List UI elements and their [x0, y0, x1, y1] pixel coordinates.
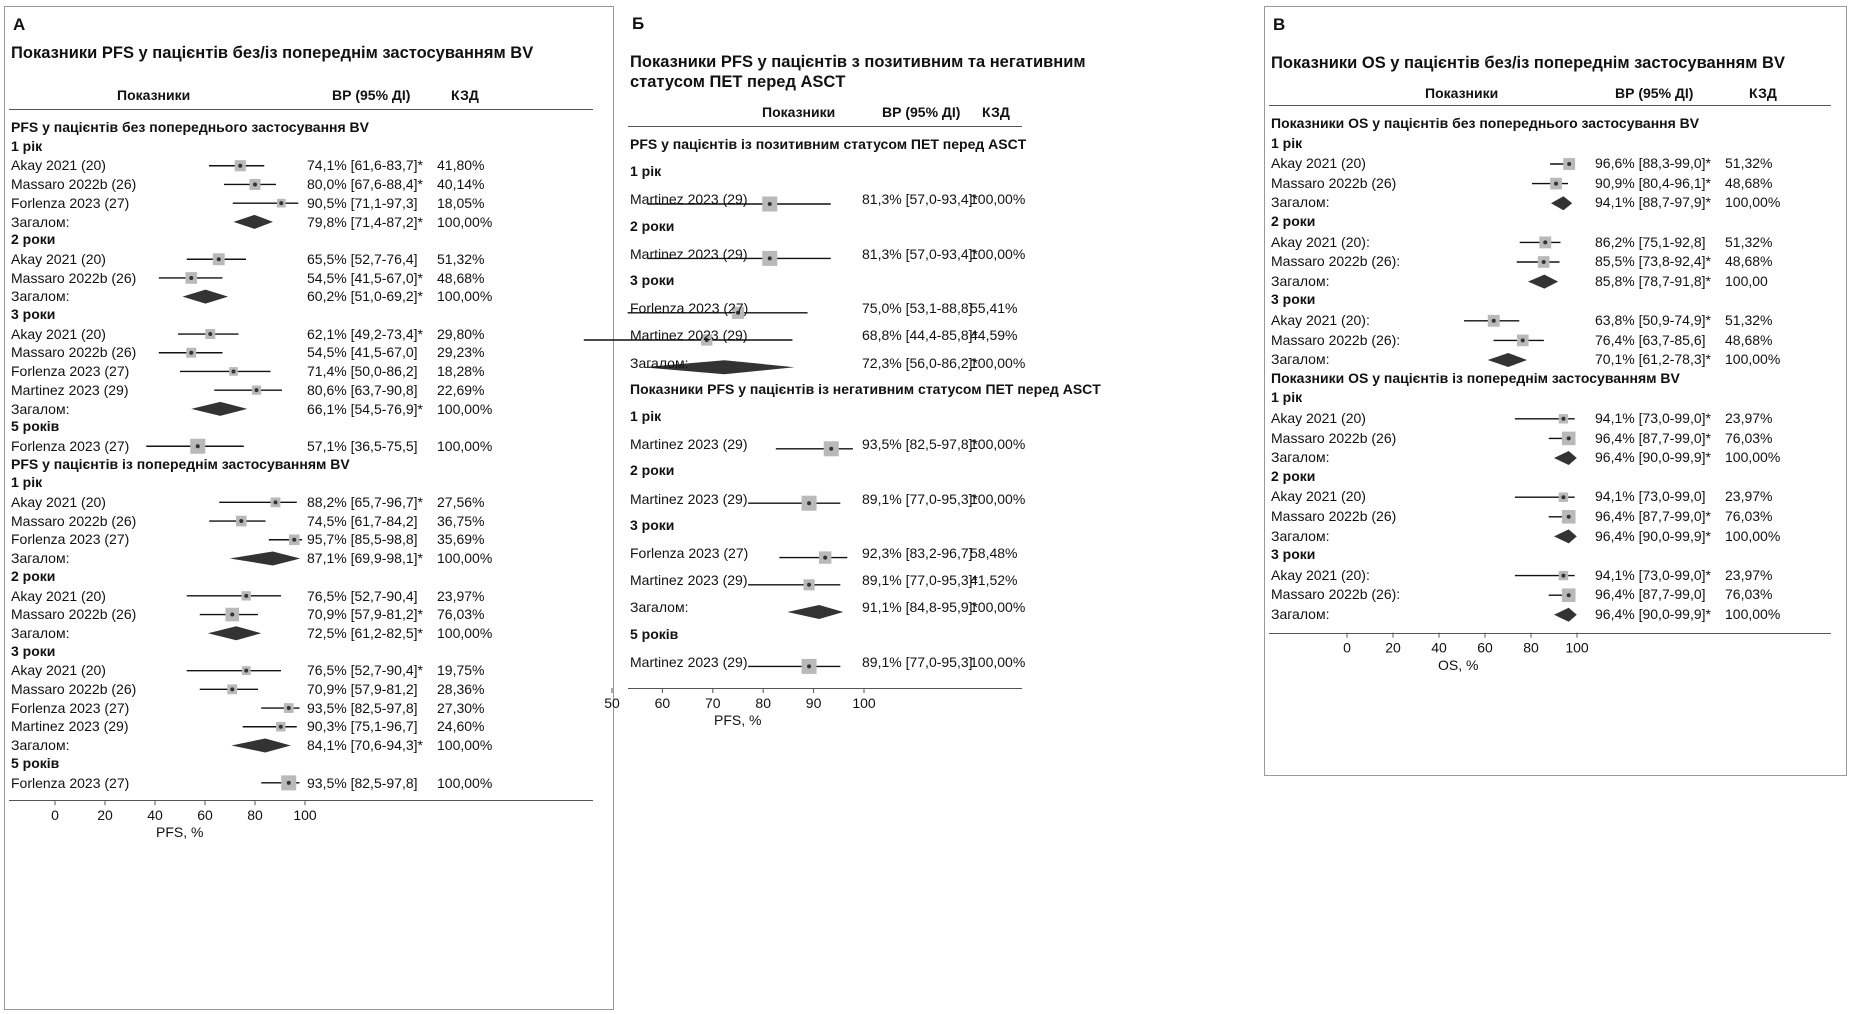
- ci-value: 72,3% [56,0-86,2]*: [862, 354, 978, 371]
- study-label: Forlenza 2023 (27): [11, 363, 130, 380]
- weight-value: 36,75%: [437, 512, 485, 529]
- column-header-label: Показники: [117, 87, 191, 103]
- timepoint-heading: 3 роки: [11, 306, 56, 322]
- study-label: Martinez 2023 (29): [630, 191, 748, 208]
- study-label: Akay 2021 (20): [1271, 155, 1366, 172]
- weight-value: 100,00%: [1725, 194, 1781, 211]
- timepoint-heading: 2 роки: [630, 462, 675, 479]
- study-label: Massaro 2022b (26): [1271, 508, 1397, 524]
- overall-label: Загалом:: [11, 400, 70, 417]
- pooled-diamond: [234, 215, 274, 229]
- point-estimate: [255, 388, 259, 392]
- weight-value: 58,48%: [970, 545, 1018, 561]
- overall-label: Загалом:: [1271, 606, 1330, 622]
- weight-value: 27,30%: [437, 699, 485, 716]
- weight-value: 76,03%: [1725, 508, 1773, 524]
- ci-value: 94,1% [73,0-99,0]*: [1595, 410, 1711, 426]
- timepoint-heading: 3 роки: [630, 516, 675, 533]
- column-header-label: Показники: [762, 104, 836, 120]
- study-label: Massaro 2022b (26): [11, 176, 137, 193]
- ci-value: 96,6% [88,3-99,0]*: [1595, 155, 1711, 172]
- study-label: Forlenza 2023 (27): [630, 545, 749, 561]
- pooled-diamond: [208, 626, 261, 640]
- axis-tick-label: 80: [247, 807, 263, 824]
- axis-rule: [1269, 633, 1831, 634]
- ci-value: 70,9% [57,9-81,2]*: [307, 606, 423, 623]
- ci-value: 74,5% [61,7-84,2]: [307, 512, 418, 529]
- study-label: Akay 2021 (20): [11, 250, 106, 267]
- point-estimate: [189, 276, 193, 280]
- section-heading: PFS у пацієнтів із попереднім застосуванням BV: [11, 455, 350, 472]
- timepoint-heading: 1 рік: [1271, 389, 1303, 406]
- section-heading: Показники PFS у пацієнтів із негативним статусом ПЕТ перед ASCT: [630, 380, 1101, 397]
- point-estimate: [230, 687, 234, 691]
- weight-value: 48,68%: [1725, 331, 1773, 348]
- ci-value: 96,4% [90,0-99,9]*: [1595, 527, 1711, 544]
- weight-value: 100,00%: [970, 599, 1026, 616]
- column-header-label: Показники: [1425, 85, 1499, 101]
- point-estimate: [287, 706, 291, 710]
- point-estimate: [189, 351, 193, 355]
- weight-value: 29,23%: [437, 344, 485, 361]
- weight-value: 100,00%: [1725, 351, 1781, 368]
- weight-value: 41,52%: [970, 572, 1018, 589]
- weight-value: 44,59%: [970, 327, 1018, 344]
- point-estimate: [292, 538, 296, 542]
- point-estimate: [1561, 495, 1565, 499]
- study-label: Akay 2021 (20): [11, 587, 106, 604]
- ci-value: 89,1% [77,0-95,3]*: [862, 572, 978, 589]
- point-estimate: [1567, 436, 1571, 440]
- ci-value: 74,1% [61,6-83,7]*: [307, 157, 423, 174]
- timepoint-heading: 2 роки: [11, 567, 56, 584]
- study-label: Forlenza 2023 (27): [11, 437, 130, 454]
- pooled-diamond: [1554, 608, 1577, 622]
- study-label: Forlenza 2023 (27): [11, 699, 130, 716]
- weight-value: 24,60%: [437, 718, 485, 735]
- column-header-weight: КЗД: [982, 104, 1010, 120]
- forest-plot-svg: [604, 6, 1042, 748]
- point-estimate: [1567, 162, 1571, 166]
- panel-letter: Б: [632, 14, 645, 33]
- overall-label: Загалом:: [11, 288, 70, 305]
- weight-value: 35,69%: [437, 531, 485, 548]
- column-header-weight: КЗД: [1749, 85, 1777, 101]
- section-heading: PFS у пацієнтів без попереднього застосування BV: [11, 119, 370, 135]
- study-label: Massaro 2022b (26):: [1271, 253, 1401, 270]
- weight-value: 48,68%: [1725, 253, 1773, 270]
- column-header-ci: ВР (95% ДІ): [332, 87, 411, 103]
- column-header-weight: КЗД: [451, 87, 479, 103]
- ci-value: 81,3% [57,0-93,4]*: [862, 245, 978, 262]
- point-estimate: [196, 444, 200, 448]
- axis-tick-label: 100: [1565, 639, 1589, 656]
- weight-value: 29,80%: [437, 325, 485, 342]
- point-estimate: [768, 256, 772, 260]
- weight-value: 100,00%: [1725, 606, 1781, 622]
- overall-label: Загалом:: [630, 354, 689, 371]
- study-label: Akay 2021 (20): [11, 325, 106, 342]
- weight-value: 100,00%: [437, 288, 493, 305]
- point-estimate: [807, 501, 811, 505]
- weight-value: 48,68%: [437, 269, 485, 286]
- timepoint-heading: 3 роки: [1271, 546, 1316, 563]
- study-label: Massaro 2022b (26):: [1271, 586, 1401, 603]
- weight-value: 51,32%: [1725, 312, 1773, 328]
- study-label: Martinez 2023 (29): [11, 718, 129, 735]
- axis-tick-label: 40: [1431, 639, 1447, 656]
- weight-value: 100,00%: [970, 354, 1026, 371]
- weight-value: 76,03%: [1725, 429, 1773, 446]
- ci-value: 94,1% [88,7-97,9]*: [1595, 194, 1711, 211]
- study-label: Akay 2021 (20): [11, 662, 106, 679]
- point-estimate: [230, 613, 234, 617]
- pooled-diamond: [1551, 196, 1572, 210]
- ci-value: 96,4% [90,0-99,9]*: [1595, 449, 1711, 466]
- timepoint-heading: 5 років: [11, 418, 60, 435]
- overall-label: Загалом:: [1271, 272, 1330, 289]
- overall-label: Загалом:: [11, 737, 70, 754]
- axis-tick-label: 60: [1477, 639, 1493, 656]
- point-estimate: [287, 781, 291, 785]
- study-label: Massaro 2022b (26): [11, 344, 137, 361]
- point-estimate: [244, 594, 248, 598]
- study-label: Martinez 2023 (29): [630, 436, 748, 453]
- point-estimate: [1567, 593, 1571, 597]
- weight-value: 23,97%: [1725, 410, 1773, 426]
- ci-value: 89,1% [77,0-95,3]*: [862, 490, 978, 507]
- point-estimate: [1543, 240, 1547, 244]
- point-estimate: [1567, 515, 1571, 519]
- study-label: Akay 2021 (20): [11, 494, 106, 510]
- study-label: Forlenza 2023 (27): [11, 774, 130, 791]
- point-estimate: [1492, 319, 1496, 323]
- column-header-ci: ВР (95% ДІ): [1615, 85, 1694, 101]
- weight-value: 55,41%: [970, 300, 1018, 317]
- study-label: Martinez 2023 (29): [630, 490, 748, 507]
- study-label: Massaro 2022b (26):: [1271, 331, 1401, 348]
- ci-value: 54,5% [41,5-67,0]*: [307, 269, 423, 286]
- axis-tick-label: 0: [1343, 639, 1351, 656]
- point-estimate: [1542, 260, 1546, 264]
- x-axis-label: PFS, %: [156, 824, 204, 841]
- ci-value: 88,2% [65,7-96,7]*: [307, 494, 423, 510]
- ci-value: 62,1% [49,2-73,4]*: [307, 325, 423, 342]
- weight-value: 23,97%: [1725, 488, 1773, 505]
- point-estimate: [253, 182, 257, 186]
- ci-value: 93,5% [82,5-97,8]: [307, 774, 418, 791]
- point-estimate: [768, 202, 772, 206]
- ci-value: 71,4% [50,0-86,2]: [307, 363, 418, 380]
- point-estimate: [244, 669, 248, 673]
- ci-value: 76,5% [52,7-90,4]: [307, 587, 418, 604]
- pooled-diamond: [1488, 353, 1527, 367]
- axis-rule: [628, 688, 1022, 689]
- point-estimate: [274, 500, 278, 504]
- ci-value: 85,5% [73,8-92,4]*: [1595, 253, 1711, 270]
- study-label: Massaro 2022b (26): [11, 512, 137, 529]
- point-estimate: [232, 369, 236, 373]
- point-estimate: [279, 725, 283, 729]
- point-estimate: [829, 447, 833, 451]
- panel-title: Показники PFS у пацієнтів без/із попереднім застосуванням BV: [11, 44, 534, 62]
- ci-value: 92,3% [83,2-96,7]: [862, 545, 973, 561]
- study-label: Massaro 2022b (26): [11, 681, 137, 697]
- panel-letter: А: [13, 15, 26, 34]
- ci-value: 76,4% [63,7-85,6]: [1595, 331, 1706, 348]
- weight-value: 100,00%: [1725, 449, 1781, 466]
- study-label: Martinez 2023 (29): [630, 327, 748, 344]
- pooled-diamond: [1554, 451, 1577, 465]
- timepoint-heading: 2 роки: [630, 217, 675, 234]
- point-estimate: [279, 201, 283, 205]
- point-estimate: [1561, 574, 1565, 578]
- timepoint-heading: 2 роки: [1271, 467, 1316, 484]
- weight-value: 40,14%: [437, 176, 485, 193]
- study-label: Akay 2021 (20):: [1271, 566, 1370, 583]
- study-label: Akay 2021 (20): [1271, 488, 1366, 505]
- study-label: Akay 2021 (20):: [1271, 233, 1370, 250]
- x-axis-label: PFS, %: [714, 712, 762, 728]
- weight-value: 100,00%: [437, 213, 493, 230]
- weight-value: 76,03%: [1725, 586, 1773, 603]
- point-estimate: [807, 664, 811, 668]
- ci-value: 94,1% [73,0-99,0]*: [1595, 566, 1711, 583]
- axis-tick-label: 60: [654, 695, 671, 711]
- weight-value: 48,68%: [1725, 174, 1773, 191]
- weight-value: 28,36%: [437, 681, 485, 697]
- forest-plot-panel-a: [4, 6, 614, 1010]
- ci-value: 96,4% [87,7-99,0]*: [1595, 429, 1711, 446]
- point-estimate: [238, 164, 242, 168]
- weight-value: 27,56%: [437, 494, 485, 510]
- timepoint-heading: 2 роки: [1271, 213, 1316, 229]
- overall-label: Загалом:: [11, 213, 70, 230]
- point-estimate: [807, 583, 811, 587]
- study-label: Martinez 2023 (29): [630, 245, 748, 262]
- timepoint-heading: 3 роки: [11, 642, 56, 659]
- ci-value: 90,9% [80,4-96,1]*: [1595, 174, 1711, 191]
- ci-value: 72,5% [61,2-82,5]*: [307, 624, 423, 641]
- overall-label: Загалом:: [11, 550, 70, 567]
- axis-tick-label: 70: [705, 695, 721, 711]
- overall-label: Загалом:: [11, 624, 70, 641]
- ci-value: 85,8% [78,7-91,8]*: [1595, 272, 1711, 289]
- weight-value: 41,80%: [437, 157, 485, 174]
- study-label: Massaro 2022b (26): [1271, 174, 1397, 191]
- timepoint-heading: 3 роки: [630, 272, 675, 288]
- ci-value: 89,1% [77,0-95,3]: [862, 653, 973, 670]
- pooled-diamond: [232, 738, 291, 752]
- panel-title: Показники PFS у пацієнтів з позитивним та негативним статусом ПЕТ перед ASCT: [630, 53, 1086, 91]
- timepoint-heading: 5 років: [11, 754, 60, 771]
- weight-value: 76,03%: [437, 606, 485, 623]
- ci-value: 86,2% [75,1-92,8]: [1595, 233, 1706, 250]
- ci-value: 68,8% [44,4-85,8]*: [862, 327, 978, 344]
- axis-rule: [9, 800, 593, 801]
- axis-tick-label: 20: [97, 807, 113, 824]
- weight-value: 100,00%: [437, 774, 493, 791]
- timepoint-heading: 1 рік: [1271, 134, 1303, 151]
- ci-value: 96,4% [87,7-99,0]*: [1595, 508, 1711, 524]
- overall-label: Загалом:: [1271, 194, 1330, 211]
- axis-tick-label: 40: [147, 807, 163, 824]
- pooled-diamond: [1528, 275, 1558, 289]
- study-label: Massaro 2022b (26): [1271, 429, 1397, 446]
- overall-label: Загалом:: [1271, 351, 1330, 368]
- ci-value: 66,1% [54,5-76,9]*: [307, 400, 423, 417]
- weight-value: 100,00: [1725, 272, 1768, 289]
- weight-value: 23,97%: [437, 587, 485, 604]
- overall-label: Загалом:: [1271, 527, 1330, 544]
- ci-value: 79,8% [71,4-87,2]*: [307, 213, 423, 230]
- forest-plot-panel-b: [604, 6, 1234, 728]
- overall-label: Загалом:: [630, 599, 689, 616]
- ci-value: 60,2% [51,0-69,2]*: [307, 288, 423, 305]
- axis-tick-label: 80: [755, 695, 771, 711]
- pooled-diamond: [1554, 529, 1577, 543]
- study-label: Akay 2021 (20):: [1271, 312, 1370, 328]
- study-label: Martinez 2023 (29): [630, 653, 748, 670]
- axis-tick-label: 90: [805, 695, 822, 711]
- ci-value: 90,3% [75,1-96,7]: [307, 718, 418, 735]
- ci-value: 57,1% [36,5-75,5]: [307, 437, 418, 454]
- study-label: Forlenza 2023 (27): [11, 194, 130, 211]
- weight-value: 19,75%: [437, 662, 485, 679]
- study-label: Akay 2021 (20): [1271, 410, 1366, 426]
- section-heading: Показники OS у пацієнтів без попереднього застосування BV: [1271, 115, 1700, 131]
- panel-title: Показники OS у пацієнтів без/із попереднім застосуванням BV: [1271, 54, 1785, 72]
- point-estimate: [1521, 338, 1525, 342]
- axis-tick-label: 100: [852, 695, 876, 711]
- weight-value: 100,00%: [1725, 527, 1781, 544]
- timepoint-heading: 1 рік: [630, 408, 662, 424]
- ci-value: 54,5% [41,5-67,0]: [307, 344, 418, 361]
- study-label: Martinez 2023 (29): [630, 572, 748, 589]
- weight-value: 100,00%: [437, 737, 493, 754]
- pooled-diamond: [191, 402, 247, 416]
- axis-tick-label: 50: [604, 695, 620, 711]
- axis-tick-label: 0: [51, 807, 59, 824]
- timepoint-heading: 3 роки: [1271, 291, 1316, 308]
- study-label: Forlenza 2023 (27): [11, 531, 130, 548]
- ci-value: 91,1% [84,8-95,9]*: [862, 599, 978, 616]
- weight-value: 100,00%: [437, 550, 493, 567]
- timepoint-heading: 5 років: [630, 625, 679, 642]
- timepoint-heading: 2 роки: [11, 231, 56, 248]
- point-estimate: [823, 556, 827, 560]
- weight-value: 51,32%: [437, 250, 485, 267]
- weight-value: 100,00%: [970, 436, 1026, 453]
- axis-tick-label: 20: [1385, 639, 1401, 656]
- point-estimate: [239, 519, 243, 523]
- timepoint-heading: 1 рік: [11, 474, 43, 491]
- forest-plot-panel-c: [1264, 6, 1847, 776]
- weight-value: 100,00%: [970, 191, 1026, 208]
- pooled-diamond: [787, 605, 843, 619]
- point-estimate: [1554, 182, 1558, 186]
- weight-value: 18,28%: [437, 363, 485, 380]
- ci-value: 80,0% [67,6-88,4]*: [307, 176, 423, 193]
- axis-tick-label: 60: [197, 807, 213, 824]
- x-axis-label: OS, %: [1438, 656, 1479, 673]
- point-estimate: [208, 332, 212, 336]
- ci-value: 93,5% [82,5-97,8]: [307, 699, 418, 716]
- column-header-ci: ВР (95% ДІ): [882, 104, 961, 120]
- section-heading: Показники OS у пацієнтів із попереднім застосуванням BV: [1271, 369, 1680, 386]
- panel-letter: В: [1273, 15, 1286, 34]
- weight-value: 100,00%: [970, 653, 1026, 670]
- study-label: Martinez 2023 (29): [11, 381, 129, 398]
- point-estimate: [1561, 417, 1565, 421]
- weight-value: 100,00%: [970, 245, 1026, 262]
- point-estimate: [217, 257, 221, 261]
- ci-value: 95,7% [85,5-98,8]: [307, 531, 418, 548]
- ci-value: 76,5% [52,7-90,4]*: [307, 662, 423, 679]
- ci-value: 75,0% [53,1-88,8]: [862, 300, 973, 317]
- weight-value: 51,32%: [1725, 233, 1773, 250]
- ci-value: 96,4% [90,0-99,9]*: [1595, 606, 1711, 622]
- weight-value: 100,00%: [970, 490, 1026, 507]
- ci-value: 80,6% [63,7-90,8]: [307, 381, 418, 398]
- ci-value: 96,4% [87,7-99,0]: [1595, 586, 1706, 603]
- ci-value: 81,3% [57,0-93,4]*: [862, 191, 978, 208]
- weight-value: 22,69%: [437, 381, 485, 398]
- axis-tick-label: 80: [1523, 639, 1539, 656]
- weight-value: 18,05%: [437, 194, 485, 211]
- study-label: Forlenza 2023 (27): [630, 300, 749, 317]
- pooled-diamond: [183, 290, 229, 304]
- weight-value: 100,00%: [437, 437, 493, 454]
- axis-tick-label: 100: [293, 807, 317, 824]
- ci-value: 87,1% [69,9-98,1]*: [307, 550, 423, 567]
- ci-value: 70,9% [57,9-81,2]: [307, 681, 418, 697]
- ci-value: 93,5% [82,5-97,8]*: [862, 436, 978, 453]
- overall-label: Загалом:: [1271, 449, 1330, 466]
- weight-value: 51,32%: [1725, 155, 1773, 172]
- study-label: Massaro 2022b (26): [11, 269, 137, 286]
- ci-value: 94,1% [73,0-99,0]: [1595, 488, 1706, 505]
- ci-value: 63,8% [50,9-74,9]*: [1595, 312, 1711, 328]
- weight-value: 100,00%: [437, 400, 493, 417]
- section-heading: PFS у пацієнтів із позитивним статусом ПЕТ перед ASCT: [630, 136, 1027, 152]
- ci-value: 84,1% [70,6-94,3]*: [307, 737, 423, 754]
- study-label: Akay 2021 (20): [11, 157, 106, 174]
- timepoint-heading: 1 рік: [630, 163, 662, 180]
- ci-value: 70,1% [61,2-78,3]*: [1595, 351, 1711, 368]
- pooled-diamond: [230, 551, 301, 565]
- ci-value: 90,5% [71,1-97,3]: [307, 194, 418, 211]
- study-label: Massaro 2022b (26): [11, 606, 137, 623]
- weight-value: 100,00%: [437, 624, 493, 641]
- weight-value: 23,97%: [1725, 566, 1773, 583]
- timepoint-heading: 1 рік: [11, 137, 43, 154]
- ci-value: 65,5% [52,7-76,4]: [307, 250, 418, 267]
